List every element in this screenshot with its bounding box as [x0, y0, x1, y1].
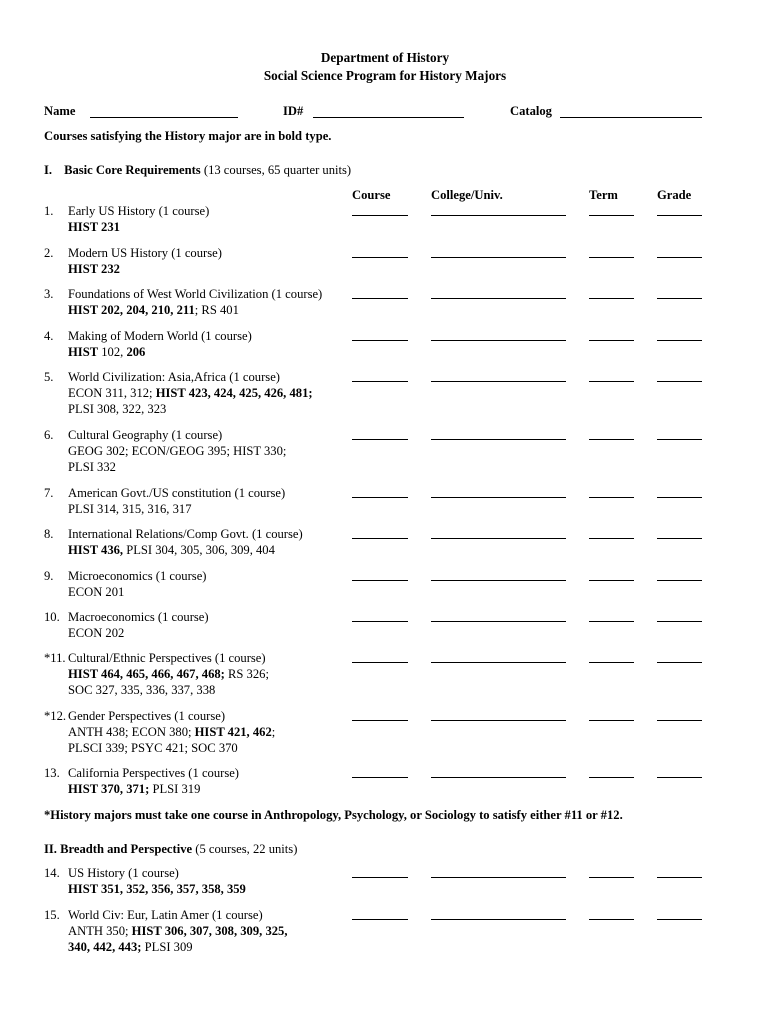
course-codes: 206: [126, 345, 146, 359]
course-blank[interactable]: [352, 662, 408, 663]
course-codes: PLSI 319: [149, 782, 201, 796]
item-title: Gender Perspectives (1 course): [68, 709, 226, 723]
term-blank[interactable]: [589, 381, 634, 382]
section-1-detail: (13 courses, 65 quarter units): [203, 163, 352, 177]
grade-blank[interactable]: [657, 257, 702, 258]
catalog-field[interactable]: [560, 117, 702, 118]
course-codes: ;: [271, 725, 276, 739]
id-field[interactable]: [313, 117, 464, 118]
college-blank[interactable]: [431, 538, 566, 539]
course-list-line: [68, 625, 124, 641]
course-codes: HIST 306, 307, 308, 309, 325,: [131, 924, 288, 938]
name-label: Name: [44, 104, 76, 118]
term-blank[interactable]: [589, 497, 634, 498]
course-list-line: [68, 219, 120, 235]
section-2-header: [44, 841, 297, 857]
grade-blank[interactable]: [657, 777, 702, 778]
course-codes: HIST 423, 424, 425, 426, 481;: [155, 386, 313, 400]
grade-blank[interactable]: [657, 580, 702, 581]
course-codes: SOC 327, 335, 336, 337, 338: [68, 683, 216, 697]
item-number: 7.: [44, 486, 54, 500]
course-list-line: [68, 881, 246, 897]
course-list-line: [68, 261, 120, 277]
course-list-line: [68, 666, 269, 682]
term-blank[interactable]: [589, 257, 634, 258]
column-grade: Grade: [657, 188, 692, 202]
course-list-line: [68, 781, 200, 797]
course-codes: ECON 311, 312;: [68, 386, 156, 400]
grade-blank[interactable]: [657, 298, 702, 299]
department-title: Department of History: [320, 50, 450, 65]
grade-blank[interactable]: [657, 538, 702, 539]
grade-blank[interactable]: [657, 381, 702, 382]
course-list-line: [68, 724, 275, 740]
course-blank[interactable]: [352, 497, 408, 498]
item-title: Cultural/Ethnic Perspectives (1 course): [68, 651, 266, 665]
course-blank[interactable]: [352, 215, 408, 216]
name-field[interactable]: [90, 117, 238, 118]
course-blank[interactable]: [352, 777, 408, 778]
course-codes: ECON 202: [68, 626, 125, 640]
course-blank[interactable]: [352, 381, 408, 382]
term-blank[interactable]: [589, 877, 634, 878]
course-list-line: [68, 740, 238, 756]
course-list-line: [68, 302, 239, 318]
item-number: 6.: [44, 428, 54, 442]
course-codes: RS 326;: [224, 667, 269, 681]
course-codes: ANTH 438; ECON 380;: [68, 725, 195, 739]
grade-blank[interactable]: [657, 215, 702, 216]
course-blank[interactable]: [352, 919, 408, 920]
item-title: US History (1 course): [68, 866, 179, 880]
course-codes: PLSI 308, 322, 323: [68, 402, 167, 416]
item-number: 10.: [44, 610, 60, 624]
catalog-label: Catalog: [510, 104, 552, 118]
college-blank[interactable]: [431, 381, 566, 382]
course-blank[interactable]: [352, 298, 408, 299]
item-title: World Civ: Eur, Latin Amer (1 course): [68, 908, 263, 922]
term-blank[interactable]: [589, 340, 634, 341]
course-codes: HIST: [68, 345, 99, 359]
course-list-line: [68, 459, 116, 475]
item-number: 15.: [44, 908, 60, 922]
term-blank[interactable]: [589, 298, 634, 299]
term-blank[interactable]: [589, 621, 634, 622]
course-list-line: [68, 443, 286, 459]
section-1-title: Basic Core Requirements: [64, 163, 201, 177]
course-list-line: [68, 401, 166, 417]
course-codes: 102,: [98, 345, 127, 359]
item-number: 1.: [44, 204, 54, 218]
course-codes: HIST 464, 465, 466, 467, 468;: [68, 667, 225, 681]
grade-blank[interactable]: [657, 720, 702, 721]
item-number: *12.: [44, 709, 67, 723]
item-number: 9.: [44, 569, 54, 583]
course-codes: ANTH 350;: [68, 924, 132, 938]
course-list-line: [68, 584, 124, 600]
college-blank[interactable]: [431, 497, 566, 498]
item-number: 4.: [44, 329, 54, 343]
college-blank[interactable]: [431, 662, 566, 663]
college-blank[interactable]: [431, 777, 566, 778]
course-blank[interactable]: [352, 439, 408, 440]
id-label: ID#: [283, 104, 304, 118]
column-term: Term: [589, 188, 618, 202]
course-codes: ; RS 401: [194, 303, 239, 317]
grade-blank[interactable]: [657, 621, 702, 622]
course-codes: PLSI 332: [68, 460, 116, 474]
item-title: Cultural Geography (1 course): [68, 428, 223, 442]
college-blank[interactable]: [431, 298, 566, 299]
item-title: American Govt./US constitution (1 course): [68, 486, 286, 500]
item-title: Macroeconomics (1 course): [68, 610, 209, 624]
term-blank[interactable]: [589, 439, 634, 440]
college-blank[interactable]: [431, 877, 566, 878]
grade-blank[interactable]: [657, 919, 702, 920]
college-blank[interactable]: [431, 580, 566, 581]
item-title: Microeconomics (1 course): [68, 569, 207, 583]
item-number: 5.: [44, 370, 54, 384]
term-blank[interactable]: [589, 777, 634, 778]
course-codes: HIST 436,: [68, 543, 124, 557]
section-2-detail: (5 courses, 22 units): [195, 842, 298, 856]
course-blank[interactable]: [352, 257, 408, 258]
college-blank[interactable]: [431, 215, 566, 216]
item-title: International Relations/Comp Govt. (1 course): [68, 527, 303, 541]
course-codes: HIST 370, 371;: [68, 782, 150, 796]
course-codes: HIST 351, 352, 356, 357, 358, 359: [68, 882, 246, 896]
grade-blank[interactable]: [657, 662, 702, 663]
grade-blank[interactable]: [657, 497, 702, 498]
course-blank[interactable]: [352, 877, 408, 878]
course-codes: PLSCI 339; PSYC 421; SOC 370: [68, 741, 238, 755]
course-blank[interactable]: [352, 538, 408, 539]
course-codes: GEOG 302; ECON/GEOG 395; HIST 330;: [68, 444, 287, 458]
course-codes: HIST 232: [68, 262, 120, 276]
course-list-line: [68, 501, 192, 517]
college-blank[interactable]: [431, 919, 566, 920]
item-number: 14.: [44, 866, 60, 880]
course-codes: HIST 421, 462: [194, 725, 272, 739]
term-blank[interactable]: [589, 215, 634, 216]
course-codes: PLSI 304, 305, 306, 309, 404: [123, 543, 275, 557]
course-list-line: [68, 542, 275, 558]
course-codes: HIST 231: [68, 220, 120, 234]
course-list-line: [68, 939, 193, 955]
item-title: Making of Modern World (1 course): [68, 329, 252, 343]
item-number: 2.: [44, 246, 54, 260]
item-title: Modern US History (1 course): [68, 246, 222, 260]
program-title: Social Science Program for History Majors: [263, 68, 507, 83]
course-codes: HIST 202, 204, 210, 211: [68, 303, 195, 317]
course-list-line: [68, 344, 145, 360]
course-list-line: [68, 385, 313, 401]
college-blank[interactable]: [431, 257, 566, 258]
term-blank[interactable]: [589, 720, 634, 721]
course-list-line: [68, 923, 287, 939]
course-blank[interactable]: [352, 720, 408, 721]
bold-note: Courses satisfying the History major are in bold type.: [44, 129, 332, 143]
course-codes: PLSI 309: [141, 940, 193, 954]
item-number: 8.: [44, 527, 54, 541]
item-title: California Perspectives (1 course): [68, 766, 240, 780]
column-course: Course: [352, 188, 391, 202]
college-blank[interactable]: [431, 621, 566, 622]
item-title: Early US History (1 course): [68, 204, 210, 218]
section-2-title: II. Breadth and Perspective: [44, 842, 193, 856]
term-blank[interactable]: [589, 919, 634, 920]
course-codes: 340, 442, 443;: [68, 940, 142, 954]
course-blank[interactable]: [352, 340, 408, 341]
term-blank[interactable]: [589, 662, 634, 663]
item-title: Foundations of West World Civilization (1 course): [68, 287, 323, 301]
course-blank[interactable]: [352, 580, 408, 581]
column-college: College/Univ.: [431, 188, 503, 202]
term-blank[interactable]: [589, 538, 634, 539]
term-blank[interactable]: [589, 580, 634, 581]
footnote: *History majors must take one course in Anthropology, Psychology, or Sociology to satisfy either #11 or #12.: [44, 808, 623, 822]
college-blank[interactable]: [431, 439, 566, 440]
item-number: *11.: [44, 651, 66, 665]
course-codes: ECON 201: [68, 585, 125, 599]
grade-blank[interactable]: [657, 877, 702, 878]
item-title: World Civilization: Asia,Africa (1 course): [68, 370, 280, 384]
course-list-line: [68, 682, 215, 698]
item-number: 13.: [44, 766, 60, 780]
grade-blank[interactable]: [657, 340, 702, 341]
college-blank[interactable]: [431, 720, 566, 721]
section-1-numeral: I.: [44, 163, 53, 177]
college-blank[interactable]: [431, 340, 566, 341]
item-number: 3.: [44, 287, 54, 301]
grade-blank[interactable]: [657, 439, 702, 440]
section-1-header: [44, 162, 351, 178]
course-blank[interactable]: [352, 621, 408, 622]
course-codes: PLSI 314, 315, 316, 317: [68, 502, 192, 516]
